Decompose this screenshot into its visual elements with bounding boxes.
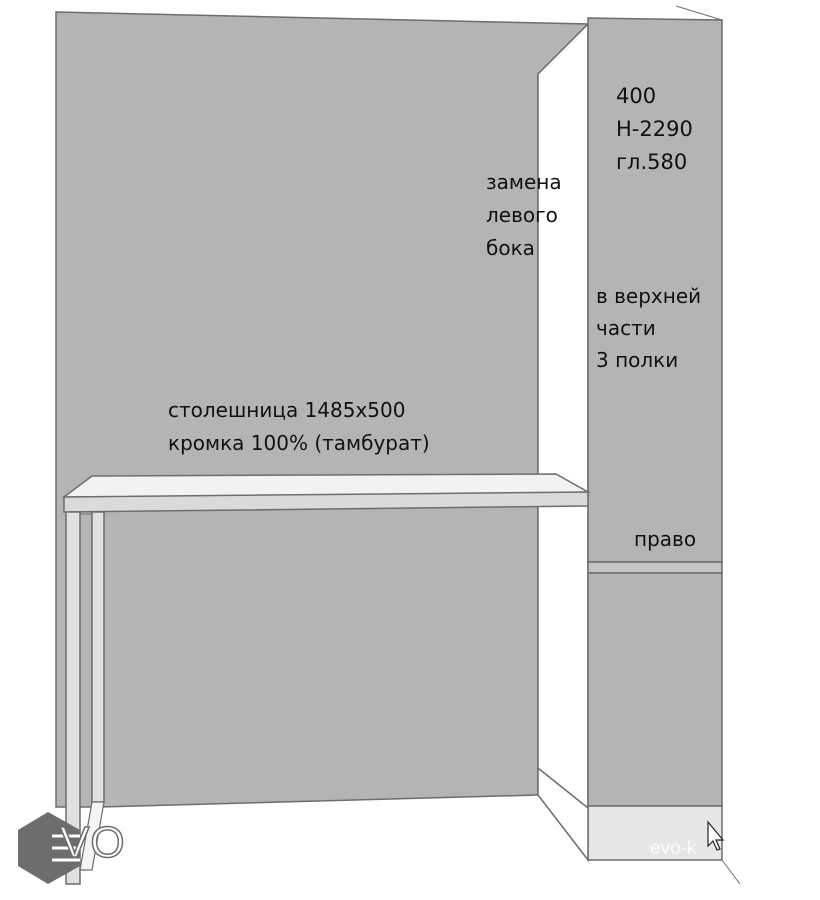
cabinet-dimensions-label — [616, 80, 693, 179]
cabinet-depth: гл.580 — [616, 150, 688, 174]
left-side-note-line: замена — [486, 170, 562, 194]
shelves-note-line: в верхней — [596, 284, 702, 308]
logo-text: VO — [60, 818, 126, 867]
cabinet-height: Н-2290 — [616, 117, 693, 141]
cabinet-divider — [588, 562, 722, 573]
countertop-note — [168, 394, 430, 460]
cabinet-width: 400 — [616, 84, 657, 108]
countertop-edge-note: кромка 100% (тамбурат) — [168, 431, 430, 455]
countertop-support-side — [92, 512, 104, 802]
lower-cabinet-door — [588, 573, 722, 806]
side-label: право — [634, 527, 697, 551]
left-side-note-line: бока — [486, 236, 535, 260]
countertop-size: столешница 1485х500 — [168, 398, 406, 422]
shelves-note-line: части — [596, 316, 656, 340]
perspective-line-bottom — [722, 860, 740, 884]
watermark: evo-k — [650, 838, 697, 859]
cabinet-left-side-panel — [538, 24, 588, 840]
shelves-note-line: 3 полки — [596, 348, 679, 372]
shelves-note — [596, 280, 701, 376]
perspective-line-top — [676, 6, 722, 20]
left-side-note — [486, 166, 562, 265]
left-side-note-line: левого — [486, 203, 558, 227]
